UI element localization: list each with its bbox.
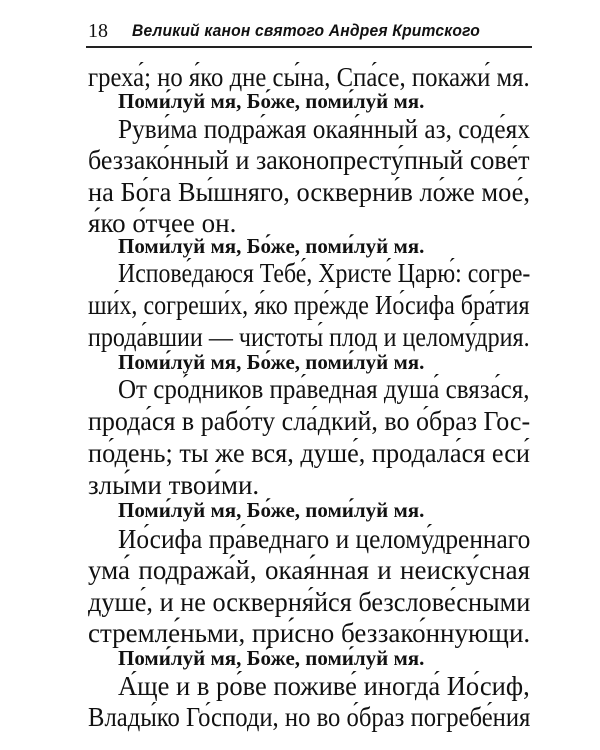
text-line: Влады́ко Го́споди, но во о́браз погребе́ния (88, 702, 531, 732)
text-line: Руви́ма подра́жая окая́нный аз, соде́ях (118, 114, 530, 144)
refrain: Поми́луй мя, Бо́же, поми́луй мя. (118, 498, 425, 522)
text-line: А́ще и в ро́ве поживе́ иногда́ Ио́сиф, (118, 671, 530, 701)
text-line: стремле́ньми, при́сно беззако́ннующи. (88, 618, 531, 648)
refrain: Поми́луй мя, Бо́же, поми́луй мя. (118, 646, 425, 670)
text-line: прода́вшии — чистоты́ плод и целому́дрия. (88, 322, 530, 352)
text-line: Ио́сифа пра́веднаго и целому́дреннаго (118, 524, 531, 554)
page-number: 18 (88, 20, 108, 42)
text-line: Испове́даюся Тебе́, Христе́ Царю́: согре- (118, 258, 531, 288)
text-line: греха́; но я́ко дне сы́на, Спа́се, покажи́ мя. (88, 62, 530, 92)
running-title: Великий канон святого Андрея Критского (132, 21, 481, 40)
text-line: на Бо́га Вы́шняго, оскверни́в ло́же мое́, (88, 177, 530, 207)
text-line: злы́ми твои́ми. (88, 470, 260, 500)
text-line: по́день; ты же вся, душе́, продала́ся еси́ (88, 438, 530, 468)
text-line: От сро́дников пра́ведная душа́ связа́ся, (118, 374, 530, 404)
running-header (88, 18, 530, 46)
refrain: Поми́луй мя, Бо́же, поми́луй мя. (118, 234, 425, 258)
text-line: ума́ подража́й, окая́нная и неиску́сная (88, 555, 530, 585)
text-line: беззако́нный и законопресту́пный сове́т (88, 145, 530, 175)
text-line: ши́х, согреши́х, я́ко пре́жде Ио́сифа бра́тия (88, 290, 530, 320)
header-rule (86, 46, 532, 48)
text-line: душе́, и не оскверня́йся безслове́сными (88, 587, 531, 617)
refrain: Поми́луй мя, Бо́же, поми́луй мя. (118, 89, 425, 113)
text-line: прода́ся в рабо́ту сла́дкий, во о́браз Гос- (88, 406, 531, 436)
text-line: я́ко о́тчее он. (88, 208, 237, 238)
refrain: Поми́луй мя, Бо́же, поми́луй мя. (118, 350, 425, 374)
